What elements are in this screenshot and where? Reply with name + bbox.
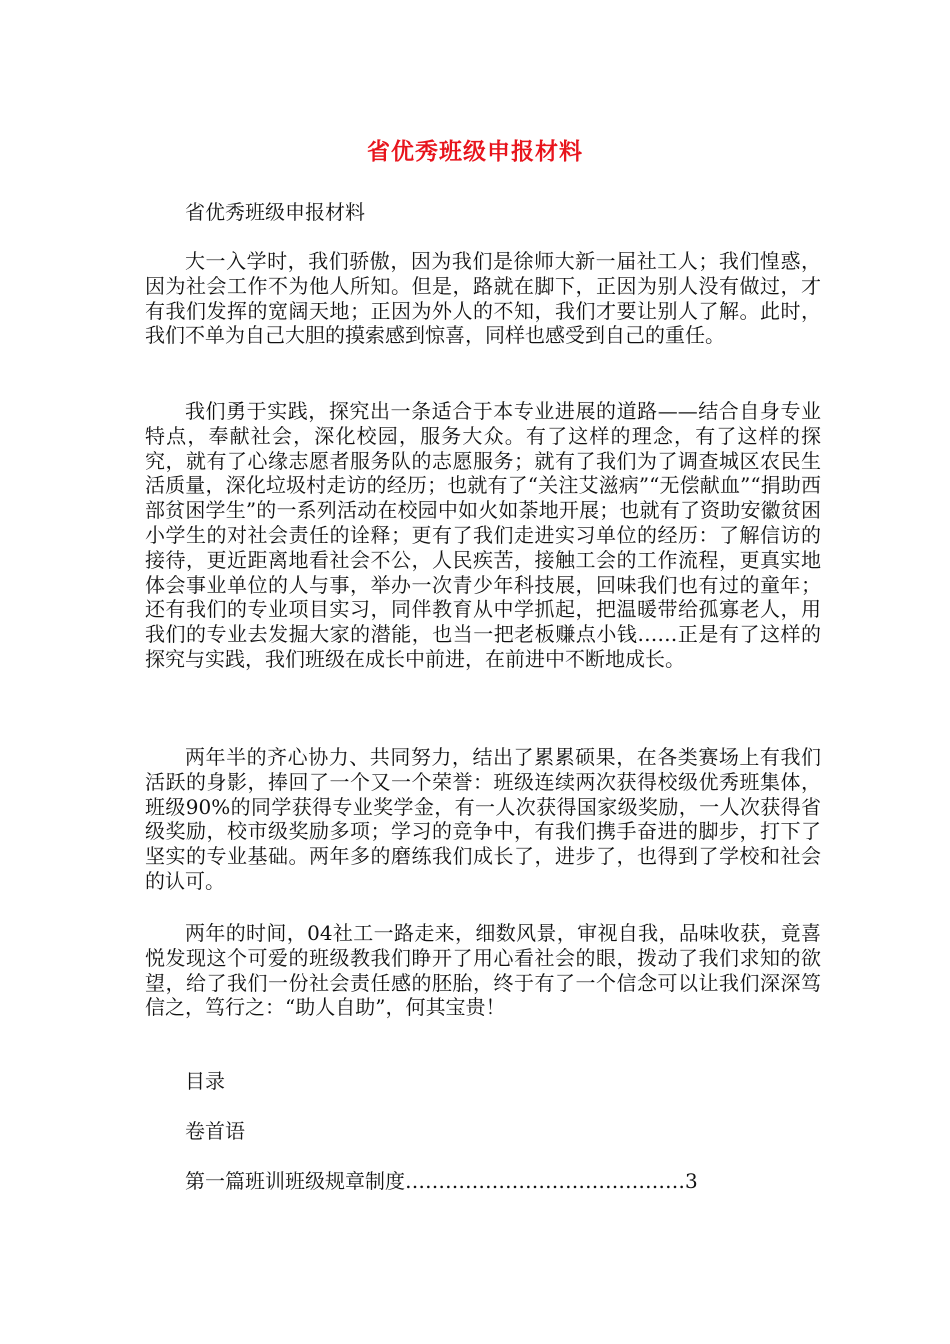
paragraph-text: 我们勇于实践，探究出一条适合于本专业进展的道路——结合自身专业特点，奉献社会，深化校园，服务大众。有了这样的理念，有了这样的探究，就有了心缘志愿者服务队的志愿服务；就有了我们为了调查城区农民生活质量，深化垃圾村走访的经历；也就有了“关注艾滋病”“无偿献血”“捐助西部贫困学生”的一系列活动在校园中如火如荼地开展；也就有了资助安徽贫困小学生的对社会责任的诠释；更有了我们走进实习单位的经历：了解信访的接待，更近距离地看社会不公，人民疾苦，接触工会的工作流程，更真实地体会事业单位的人与事，举办一次青少年科技展，回味我们也有过的童年；还有我们的专业项目实习，同伴教育从中学抓起，把温暖带给孤寡老人，用我们的专业去发掘大家的潜能，也当一把老板赚点小钱……正是有了这样的探究与实践，我们班级在成长中前进，在前进中不断地成长。: [145, 399, 821, 671]
document-subtitle: [145, 200, 821, 225]
paragraph-3: [145, 745, 821, 894]
subtitle-text: 省优秀班级申报材料: [185, 200, 365, 224]
document-title: 省优秀班级申报材料: [367, 139, 583, 165]
paragraph-text: 两年半的齐心协力、共同努力，结出了累累硕果，在各类赛场上有我们活跃的身影，捧回了一个又一个荣誉：班级连续两次获得校级优秀班集体，班级90%的同学获得专业奖学金，有一人次获得国家级奖励，一人次获得省级奖励，校市级奖励多项；学习的竞争中，有我们携手奋进的脚步，打下了坚实的专业基础。两年多的磨练我们成长了，进步了，也得到了学校和社会的认可。: [145, 745, 821, 893]
toc-preface-text: 卷首语: [185, 1119, 245, 1143]
toc-preface: [145, 1119, 821, 1144]
toc-entry: [145, 1169, 821, 1194]
paragraph-4: [145, 921, 821, 1020]
toc-entry-text: 第一篇班训班级规章制度……………………………………3: [185, 1169, 698, 1193]
paragraph-2: [145, 399, 821, 672]
toc-heading: [145, 1069, 821, 1094]
paragraph-text: 两年的时间，04社工一路走来，细数风景，审视自我，品味收获，竟喜悦发现这个可爱的班级教我们睁开了用心看社会的眼，拨动了我们求知的欲望，给了我们一份社会责任感的胚胎，终于有了一个信念可以让我们深深笃信之，笃行之：“助人自助”，何其宝贵！: [145, 921, 821, 1020]
paragraph-text: 大一入学时，我们骄傲，因为我们是徐师大新一届社工人；我们惶惑，因为社会工作不为他人所知。但是，路就在脚下，正因为别人没有做过，才有我们发挥的宽阔天地；正因为外人的不知，我们才要让别人了解。此时，我们不单为自己大胆的摸索感到惊喜，同样也感受到自己的重任。: [145, 249, 821, 348]
toc-heading-text: 目录: [185, 1069, 225, 1093]
paragraph-1: [145, 249, 821, 348]
